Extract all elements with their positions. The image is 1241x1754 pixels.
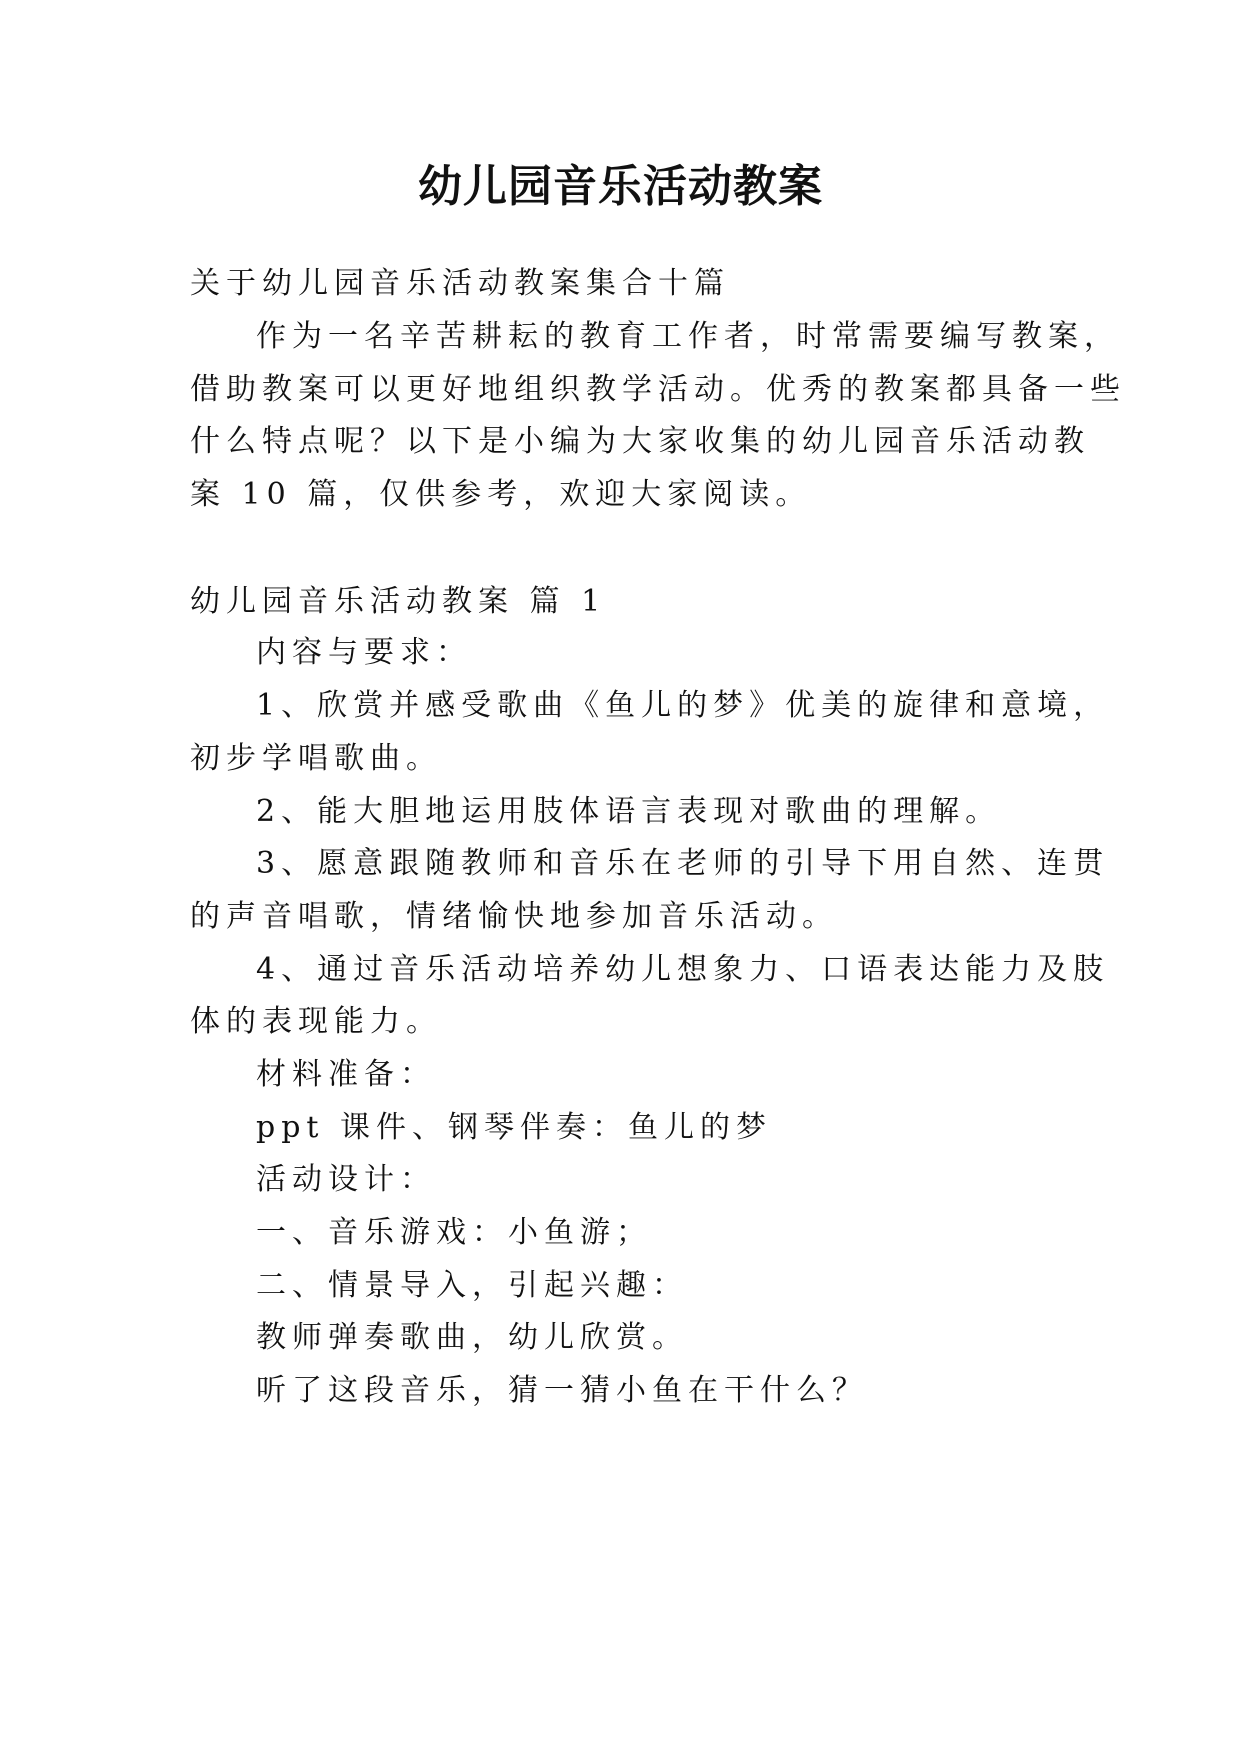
design-label: 活动设计： [256,1162,436,1197]
requirement-line: 初步学唱歌曲。 [190,741,442,776]
intro-paragraph-line: 什么特点呢？以下是小编为大家收集的幼儿园音乐活动教 [190,424,1090,459]
requirement-line: 4、通过音乐活动培养幼儿想象力、口语表达能力及肢 [256,952,1110,987]
design-step: 教师弹奏歌曲，幼儿欣赏。 [256,1320,688,1355]
intro-paragraph-line: 借助教案可以更好地组织教学活动。优秀的教案都具备一些 [190,372,1126,407]
requirement-line: 体的表现能力。 [190,1004,442,1039]
section-heading: 幼儿园音乐活动教案 篇 1 [190,584,607,619]
materials-text: ppt 课件、钢琴伴奏：鱼儿的梦 [256,1110,772,1145]
requirement-line: 3、愿意跟随教师和音乐在老师的引导下用自然、连贯 [256,846,1110,881]
content-label: 内容与要求： [256,635,472,670]
design-step: 一、音乐游戏：小鱼游； [256,1215,652,1250]
design-step: 二、情景导入，引起兴趣： [256,1268,688,1303]
requirement-line: 1、欣赏并感受歌曲《鱼儿的梦》优美的旋律和意境， [256,688,1110,723]
materials-label: 材料准备： [256,1057,436,1092]
intro-heading: 关于幼儿园音乐活动教案集合十篇 [190,266,730,301]
document-title: 幼儿园音乐活动教案 [418,161,823,212]
requirement-line: 2、能大胆地运用肢体语言表现对歌曲的理解。 [256,794,1002,829]
design-step: 听了这段音乐，猜一猜小鱼在干什么？ [256,1373,868,1408]
intro-paragraph-line: 作为一名辛苦耕耘的教育工作者，时常需要编写教案， [256,319,1120,354]
intro-paragraph-line: 案 10 篇，仅供参考，欢迎大家阅读。 [190,477,812,512]
requirement-line: 的声音唱歌，情绪愉快地参加音乐活动。 [190,899,838,934]
